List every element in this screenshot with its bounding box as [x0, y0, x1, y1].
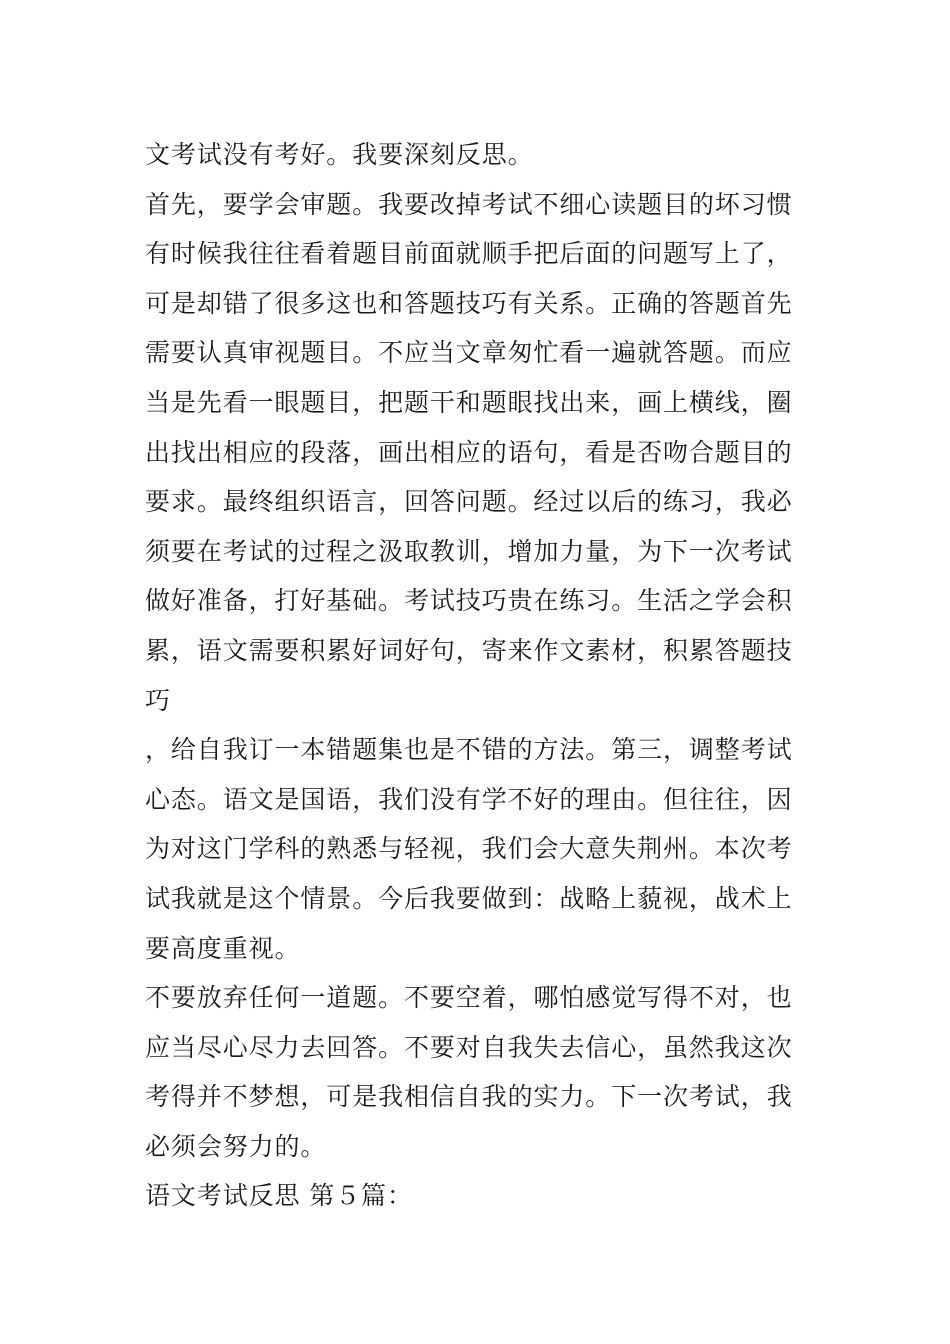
text-line: 首先，要学会审题。我要改掉考试不细心读题目的坏习惯: [145, 189, 793, 219]
text-line: 必须会努力的。: [145, 1131, 327, 1161]
text-line: 可是却错了很多这也和答题技巧有关系。正确的答题首先: [145, 288, 793, 318]
text-line: 累，语文需要积累好词好句，寄来作文素材，积累答题技: [145, 635, 793, 665]
text-line: 须要在考试的过程之汲取教训，增加力量，为下一次考试: [145, 536, 793, 566]
text-line: ，给自我订一本错题集也是不错的方法。第三，调整考试: [145, 735, 793, 765]
text-line: 需要认真审视题目。不应当文章匆忙看一遍就答题。而应: [145, 338, 793, 368]
section-heading: 语文考试反思 第５篇：: [145, 1181, 413, 1211]
text-line: 巧: [145, 685, 171, 715]
text-line: 出找出相应的段落，画出相应的语句，看是否吻合题目的: [145, 437, 793, 467]
text-line: 为对这门学科的熟悉与轻视，我们会大意失荆州。本次考: [145, 834, 793, 864]
text-line: 有时候我往往看着题目前面就顺手把后面的问题写上了，: [145, 239, 793, 269]
text-line: 要高度重视。: [145, 933, 301, 963]
text-line: 做好准备，打好基础。考试技巧贵在练习。生活之学会积: [145, 586, 793, 616]
text-line: 考得并不梦想，可是我相信自我的实力。下一次考试，我: [145, 1082, 793, 1112]
text-line: 当是先看一眼题目，把题干和题眼找出来，画上横线，圈: [145, 387, 793, 417]
document-body: [145, 130, 810, 1221]
text-line: 心态。语文是国语，我们没有学不好的理由。但往往，因: [145, 784, 793, 814]
text-line: 应当尽心尽力去回答。不要对自我失去信心，虽然我这次: [145, 1032, 793, 1062]
text-line: 不要放弃任何一道题。不要空着，哪怕感觉写得不对，也: [145, 983, 793, 1013]
text-line: 要求。最终组织语言，回答问题。经过以后的练习，我必: [145, 487, 793, 517]
text-line: 文考试没有考好。我要深刻反思。: [145, 140, 534, 169]
text-line: 试我就是这个情景。今后我要做到：战略上藐视，战术上: [145, 883, 793, 913]
